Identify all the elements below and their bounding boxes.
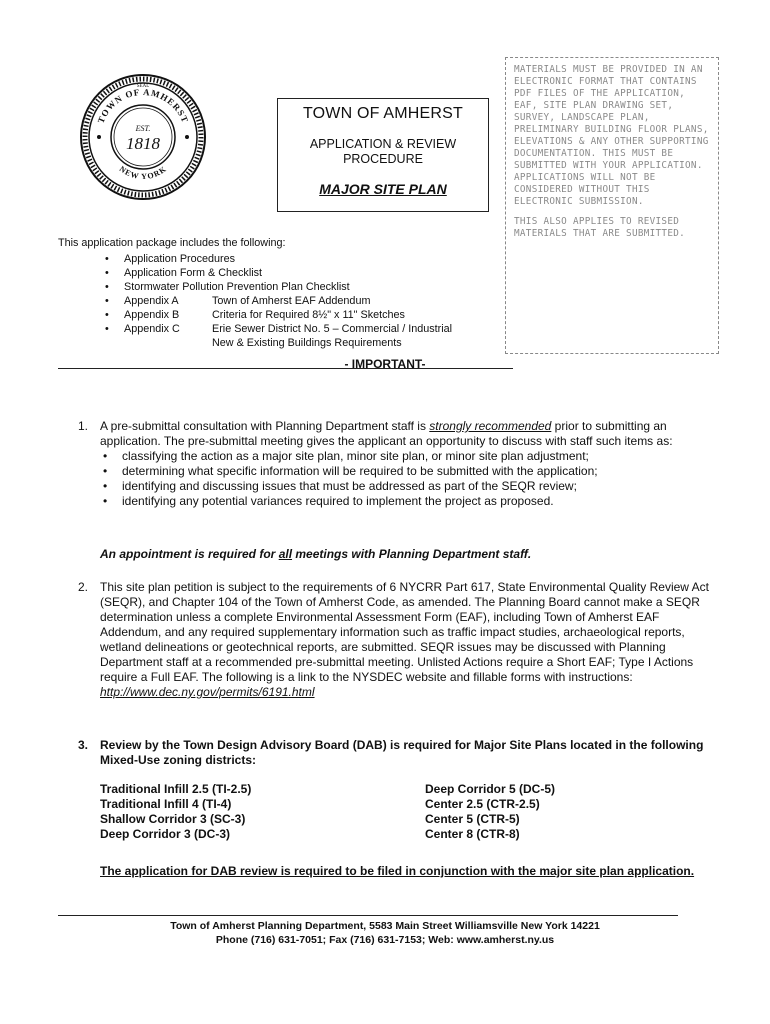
footer bbox=[0, 919, 770, 947]
list-item: • Appendix C Erie Sewer District No. 5 – Commercial / Industrial New & Existing Buildings Requirements bbox=[58, 322, 498, 350]
item-number: 1. bbox=[78, 419, 89, 433]
zone-item: Deep Corridor 3 (DC-3) bbox=[100, 827, 231, 841]
town-seal bbox=[79, 73, 207, 201]
nysdec-link[interactable]: http://www.dec.ny.gov/permits/6191.html bbox=[100, 685, 315, 699]
appendix-label: Appendix A bbox=[124, 295, 179, 307]
zone-item: Traditional Infill 4 (TI-4) bbox=[100, 797, 232, 811]
zone-item: Center 8 (CTR-8) bbox=[425, 827, 520, 841]
list-item: • Appendix A Town of Amherst EAF Addendum bbox=[58, 294, 498, 308]
subtitle-line1: APPLICATION & REVIEW bbox=[309, 137, 457, 151]
seal-est: EST. bbox=[135, 124, 151, 133]
footer-contact: Phone (716) 631-7051; Fax (716) 631-7153; Web: www.amherst.ny.us bbox=[215, 934, 555, 946]
zone-item: Center 2.5 (CTR-2.5) bbox=[425, 797, 540, 811]
list-item: • identifying any potential variances required to implement the project as proposed. bbox=[100, 494, 718, 509]
appendix-label: Appendix C bbox=[124, 323, 180, 335]
list-item: • Appendix B Criteria for Required 8½" x 11" Sketches bbox=[58, 308, 498, 322]
list-item: • Application Procedures bbox=[58, 252, 498, 266]
package-list bbox=[58, 252, 498, 350]
notice-paragraph-1: MATERIALS MUST BE PROVIDED IN AN ELECTRONIC FORMAT THAT CONTAINS PDF FILES OF THE APPLICATION, EAF, SITE PLAN DRAWING SET, SURVEY, LANDSCAPE PLAN, PRELIMINARY BUILDING FLOOR PLANS, ELEVATIONS & ANY OTHER SUPPORTING DOCUMENTATION. THIS MUST BE SUBMITTED WITH YOUR APPLICATION. APPLICATIONS WILL NOT BE CONSIDERED WITHOUT THIS ELECTRONIC SUBMISSION. bbox=[514, 64, 709, 207]
seal-top-text: TOWN OF AMHERST bbox=[95, 86, 191, 125]
important-heading: - IMPORTANT- bbox=[344, 357, 426, 371]
footer-divider bbox=[58, 915, 678, 916]
item-number: 3. bbox=[78, 738, 89, 752]
list-item: • Stormwater Pollution Prevention Plan Checklist bbox=[58, 280, 498, 294]
appendix-label: Appendix B bbox=[124, 309, 180, 321]
list-item: • classifying the action as a major site plan, minor site plan, or minor site plan adjustment; bbox=[100, 449, 718, 464]
zone-item: Shallow Corridor 3 (SC-3) bbox=[100, 812, 246, 826]
package-lead: This application package includes the following: bbox=[58, 237, 286, 249]
notice-paragraph-2: THIS ALSO APPLIES TO REVISED MATERIALS THAT ARE SUBMITTED. bbox=[514, 216, 686, 239]
dab-filing-note: The application for DAB review is required to be filed in conjunction with the major site plan application. bbox=[100, 864, 695, 878]
package-contents bbox=[58, 236, 498, 350]
title-box bbox=[277, 98, 489, 212]
appointment-notice: An appointment is required for all meetings with Planning Department staff. bbox=[100, 547, 532, 561]
consultation-topics bbox=[100, 449, 718, 509]
seal-ring-text: SEAL bbox=[136, 84, 150, 89]
electronic-submission-notice bbox=[505, 57, 719, 354]
list-item: • Application Form & Checklist bbox=[58, 266, 498, 280]
list-item: • determining what specific information will be required to be submitted with the application; bbox=[100, 464, 718, 479]
plan-title: MAJOR SITE PLAN bbox=[319, 181, 447, 197]
emphasis-strongly-recommended: strongly recommended bbox=[429, 419, 552, 433]
item-2: 2. This site plan petition is subject to the requirements of 6 NYCRR Part 617, State Environmental Quality Review Act (SEQR), and Chapter 104 of the Town of Amherst Code, as amended. The Planning Board cannot make a SEQR determination unless a complete Environmental Assessment Form (EAF), including Town of Amherst EAF Addendum, and any required supplementary information such as traffic impact studies, archaeological reports, wetland delineations or geotechnical reports, are submitted. SEQR issues may be discussed with Planning Department staff at a recommended pre-submittal meeting. Unlisted Actions require a Short EAF; Type I Actions require a Full EAF. The following is a link to the NYSDEC website and fillable forms with instructions: http://www.dec.ny.gov/permits/6191.html bbox=[78, 580, 709, 699]
zone-item: Traditional Infill 2.5 (TI-2.5) bbox=[100, 782, 252, 796]
town-title: TOWN OF AMHERST bbox=[302, 105, 464, 122]
zone-item: Center 5 (CTR-5) bbox=[425, 812, 520, 826]
seal-year: 1818 bbox=[126, 134, 160, 153]
item-number: 2. bbox=[78, 580, 89, 594]
item-3: 3. Review by the Town Design Advisory Board (DAB) is required for Major Site Plans located in the following Mixed-Use zoning districts: bbox=[78, 738, 704, 767]
footer-address: Town of Amherst Planning Department, 5583 Main Street Williamsville New York 14221 bbox=[170, 920, 600, 932]
item-1: 1. A pre-submittal consultation with Planning Department staff is strongly recommended prior to submitting an application. The pre-submittal meeting gives the applicant an opportunity to discuss with staff such items as: • classifying the action as a major site plan, minor site plan, or minor site plan adjustment; • determining what specific information will be required to be submitted with the application; • identifying and discussing issues that must be addressed as part of the SEQR review; • identifying any potential variances required to implement the project as proposed. bbox=[78, 419, 718, 509]
zone-item: Deep Corridor 5 (DC-5) bbox=[425, 782, 556, 796]
subtitle-line2: PROCEDURE bbox=[343, 152, 423, 166]
seal-bottom-text: NEW YORK bbox=[117, 164, 169, 182]
list-item: • identifying and discussing issues that must be addressed as part of the SEQR review; bbox=[100, 479, 718, 494]
